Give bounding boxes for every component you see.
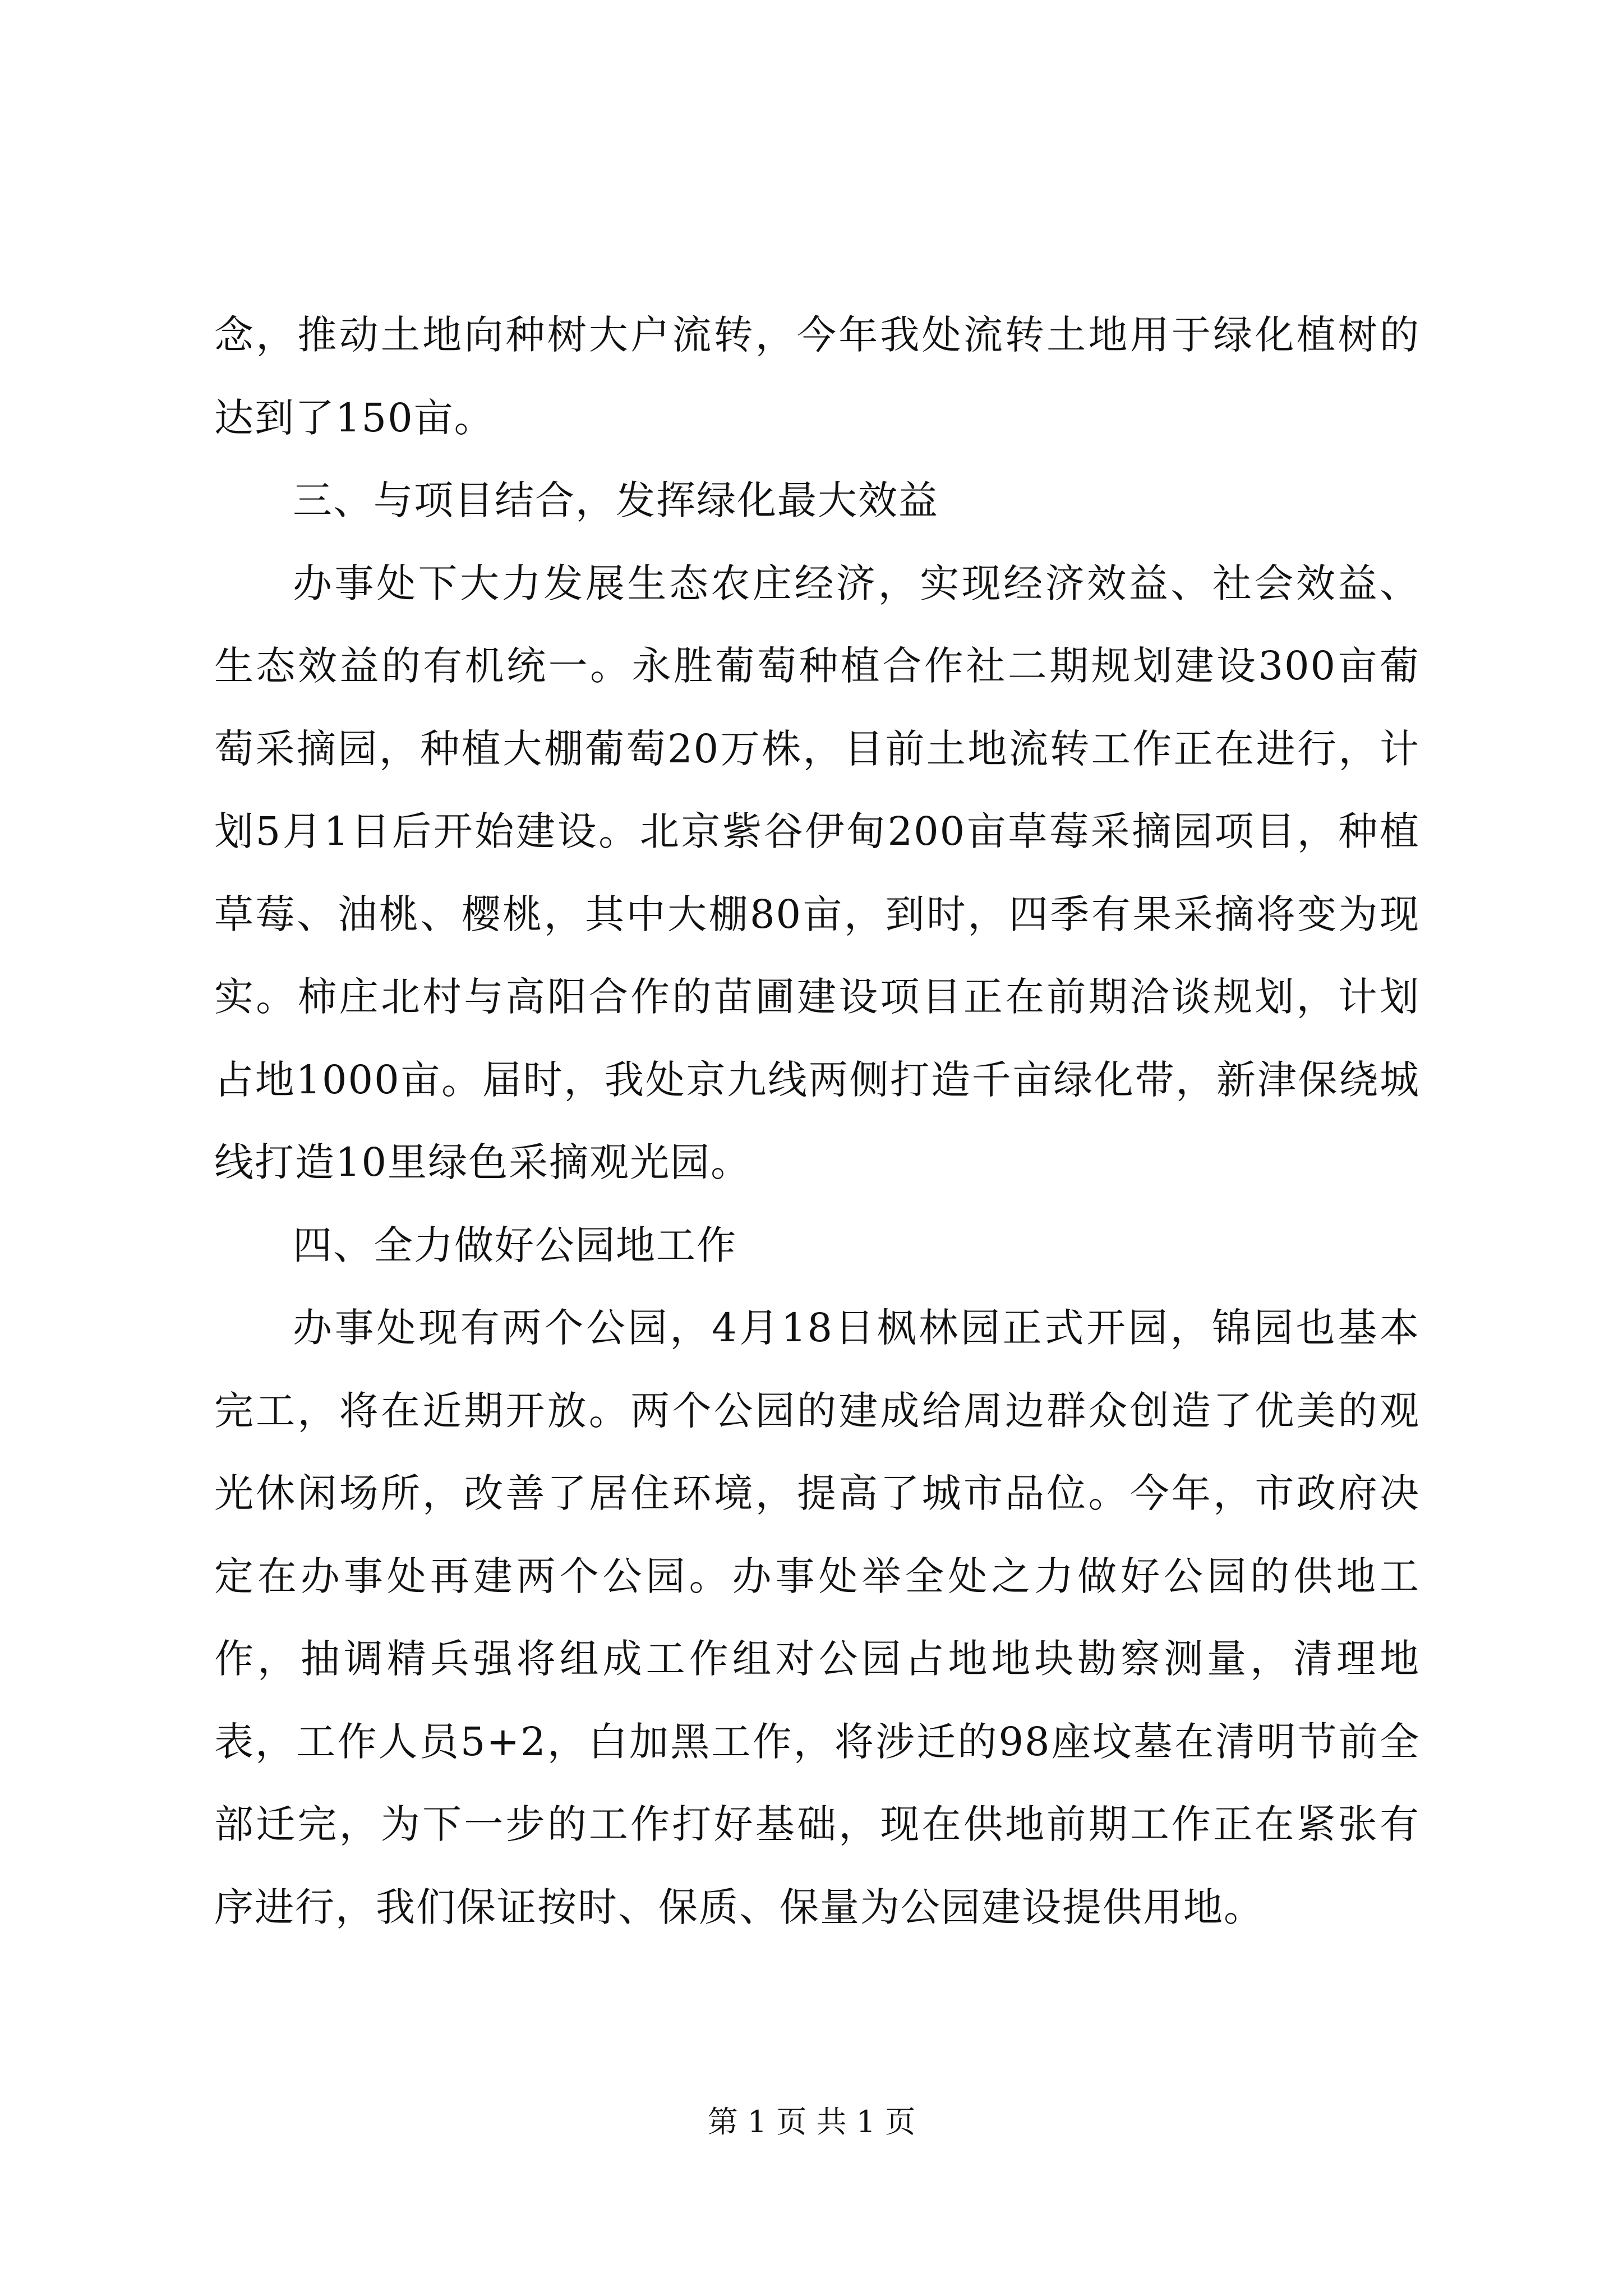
document-body — [214, 294, 1420, 1949]
page-number-footer: 第 1 页 共 1 页 — [707, 2104, 916, 2139]
section-heading-4: 四、全力做好公园地工作 — [293, 1222, 737, 1268]
paragraph-continuation: 念，推动土地向种树大户流转，今年我处流转土地用于绿化植树的达到了150亩。 — [214, 312, 1420, 441]
section-heading-3: 三、与项目结合，发挥绿化最大效益 — [293, 477, 939, 523]
paragraph-section-4: 办事处现有两个公园，4月18日枫林园正式开园，锦园也基本完工，将在近期开放。两个公园的建成给周边群众创造了优美的观光休闲场所，改善了居住环境，提高了城市品位。今年，市政府决定在办事处再建两个公园。办事处举全处之力做好公园的供地工作，抽调精兵强将组成工作组对公园占地地块勘察测量，清理地表，工作人员5+2，白加黑工作，将涉迁的98座坟墓在清明节前全部迁完，为下一步的工作打好基础，现在供地前期工作正在紧张有序进行，我们保证按时、保质、保量为公园建设提供用地。 — [214, 1305, 1420, 1930]
paragraph-section-3: 办事处下大力发展生态农庄经济，实现经济效益、社会效益、生态效益的有机统一。永胜葡萄种植合作社二期规划建设300亩葡萄采摘园，种植大棚葡萄20万株，目前土地流转工作正在进行，计划5月1日后开始建设。北京紫谷伊甸200亩草莓采摘园项目，种植草莓、油桃、樱桃，其中大棚80亩，到时，四季有果采摘将变为现实。柿庄北村与高阳合作的苗圃建设项目正在前期洽谈规划，计划占地1000亩。届时，我处京九线两侧打造千亩绿化带，新津保绕城线打造10里绿色采摘观光园。 — [214, 560, 1420, 1185]
